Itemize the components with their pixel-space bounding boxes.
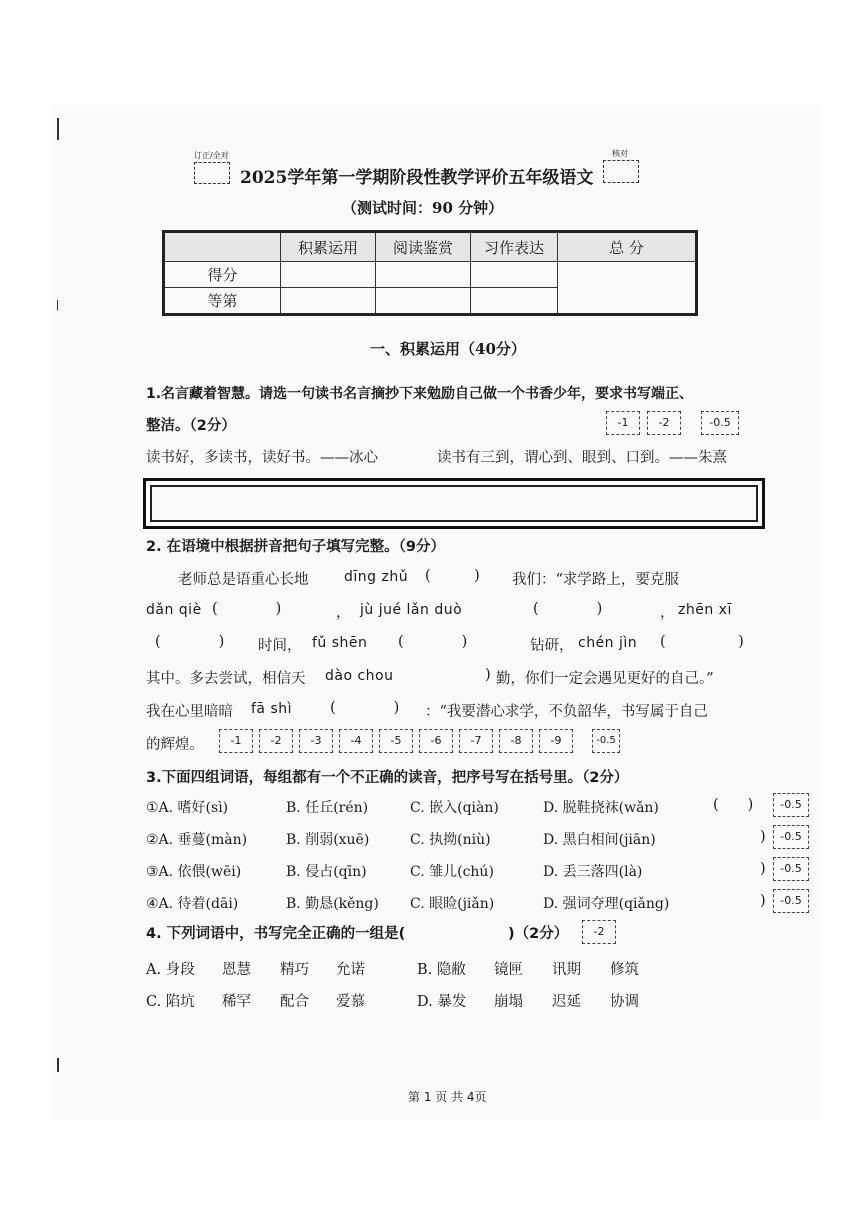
q2-text: ，: [660, 605, 675, 621]
score-header-empty: [164, 232, 281, 262]
q4-word: 爱慕: [336, 994, 365, 1010]
q2-blank[interactable]: ( ): [212, 601, 282, 617]
binding-mark: [57, 1058, 59, 1072]
q2-pinyin: fā shì: [251, 701, 293, 717]
q3-option-b: B. 削弱(xuē): [286, 832, 370, 848]
check-box[interactable]: [603, 160, 639, 183]
score-row: [164, 262, 697, 288]
penalty-box[interactable]: -0.5: [701, 411, 739, 435]
penalty-box[interactable]: -3: [299, 729, 333, 753]
q3-option-d: D. 黑白相间(jiān): [543, 832, 656, 848]
penalty-box[interactable]: -2: [647, 411, 681, 435]
penalty-box[interactable]: -0.5: [773, 889, 809, 913]
q3-option-a: ④A. 待着(dāi): [146, 896, 239, 912]
q3-option-c: C. 执拗(niù): [410, 832, 491, 848]
score-header-accumulation: 积累运用: [281, 232, 376, 262]
corrected-label: 订正/全对: [194, 151, 229, 160]
q2-blank[interactable]: ( ): [398, 634, 468, 650]
q2-pinyin: fǔ shēn: [312, 635, 368, 651]
section-heading: 一、积累运用（40分）: [370, 340, 526, 358]
q2-text: ：“我要潜心求学，不负韶华，书写属于自己: [425, 704, 708, 720]
penalty-box[interactable]: -1: [219, 729, 253, 753]
q2-blank[interactable]: ( ): [660, 634, 744, 650]
q4-word: 崩塌: [494, 994, 523, 1010]
q2-text: 的辉煌。: [146, 737, 204, 753]
q2-blank[interactable]: ( ): [425, 568, 480, 584]
score-header-reading: 阅读鉴赏: [376, 232, 471, 262]
q3-option-a: ①A. 嗜好(sì): [146, 800, 229, 816]
q2-pinyin: chén jìn: [578, 635, 638, 651]
q2-blank[interactable]: ( ): [533, 601, 603, 617]
exam-title: 2025学年第一学期阶段性教学评价五年级语文: [240, 168, 594, 188]
q3-option-a: ③A. 依偎(wēi): [146, 864, 242, 880]
q3-option-b: B. 任丘(rén): [286, 800, 369, 816]
q4-option-d: D. 暴发: [417, 994, 467, 1010]
q4-word: 配合: [280, 994, 309, 1010]
q3-option-c: C. 嵌入(qiàn): [410, 800, 499, 816]
q2-pinyin: zhēn xī: [678, 602, 732, 618]
q1-prompt-line1: 1.名言藏着智慧。请选一句读书名言摘抄下来勉励自己做一个书香少年，要求书写端正、: [146, 386, 694, 402]
exam-subtitle: （测试时间：90 分钟）: [342, 199, 504, 217]
q4-option-b: B. 隐敝: [417, 962, 466, 978]
penalty-box[interactable]: -0.5: [773, 825, 809, 849]
penalty-box[interactable]: -0.5: [773, 857, 809, 881]
q1-writing-box[interactable]: [143, 478, 765, 529]
penalty-box[interactable]: -7: [459, 729, 493, 753]
q3-answer-blank-close[interactable]: ): [760, 829, 766, 845]
q4-word: 修筑: [610, 962, 639, 978]
q2-pinyin: dào chou: [325, 668, 394, 684]
q2-prompt: 2. 在语境中根据拼音把句子填写完整。（9分）: [146, 539, 445, 555]
q2-blank[interactable]: ( ): [155, 634, 225, 650]
penalty-box[interactable]: -5: [379, 729, 413, 753]
check-label: 核对: [612, 149, 628, 158]
q3-option-b: B. 侵占(qīn): [286, 864, 367, 880]
q1-quote-bingxin: 读书好，多读书，读好书。——冰心: [146, 450, 378, 466]
penalty-box[interactable]: -2: [582, 920, 616, 944]
penalty-box[interactable]: -6: [419, 729, 453, 753]
q1-quote-zhuxi: 读书有三到，谓心到、眼到、口到。——朱熹: [437, 450, 727, 466]
penalty-box[interactable]: -1: [606, 411, 640, 435]
score-cell[interactable]: [558, 262, 697, 315]
q2-text: 时间，: [258, 638, 302, 654]
grade-row-label: 等第: [164, 288, 281, 315]
grade-cell[interactable]: [376, 288, 471, 315]
penalty-box[interactable]: -4: [339, 729, 373, 753]
penalty-box[interactable]: -2: [259, 729, 293, 753]
q4-word: 迟延: [552, 994, 581, 1010]
score-header-total: 总 分: [558, 232, 697, 262]
penalty-box[interactable]: -0.5: [773, 793, 809, 817]
q4-prompt: 4. 下列词语中，书写完全正确的一组是(: [146, 926, 406, 942]
q3-option-b: B. 勤恳(kěng): [286, 896, 379, 912]
q2-text: 其中。多去尝试，相信天: [146, 671, 306, 687]
q2-pinyin: dǎn qiè: [146, 602, 202, 618]
q4-word: 精巧: [280, 962, 309, 978]
q3-option-d: D. 脱鞋挠袜(wǎn): [543, 800, 659, 816]
q2-blank[interactable]: ( ): [330, 700, 400, 716]
q3-option-d: D. 强词夺理(qiǎng): [543, 896, 670, 912]
q3-answer-blank-close[interactable]: ): [760, 861, 766, 877]
q3-option-c: C. 雏儿(chú): [410, 864, 494, 880]
penalty-box[interactable]: -9: [539, 729, 573, 753]
q2-text: 钻研，: [530, 638, 574, 654]
q2-text: 勤，你们一定会遇见更好的自己。”: [496, 671, 714, 687]
q4-word: 恩慧: [222, 962, 251, 978]
score-table: [162, 230, 698, 316]
q2-text: ，: [336, 605, 351, 621]
q3-prompt: 3.下面四组词语，每组都有一个不正确的读音，把序号写在括号里。（2分）: [146, 770, 629, 786]
q2-text: 老师总是语重心长地: [178, 572, 309, 588]
q2-pinyin: jù jué lǎn duò: [360, 602, 463, 618]
q3-answer-blank-close[interactable]: ): [760, 893, 766, 909]
grade-cell[interactable]: [281, 288, 376, 315]
score-table-header: [164, 232, 697, 262]
score-header-writing: 习作表达: [471, 232, 558, 262]
score-cell[interactable]: [471, 262, 558, 288]
score-cell[interactable]: [281, 262, 376, 288]
q4-word: 讯期: [552, 962, 581, 978]
q4-word: 稀罕: [222, 994, 251, 1010]
page-footer: 第 1 页 共 4页: [408, 1090, 487, 1104]
penalty-box[interactable]: -0.5: [592, 729, 620, 753]
q4-word: 镜匣: [494, 962, 523, 978]
q2-text: 我在心里暗暗: [146, 704, 233, 720]
q4-word: 协调: [610, 994, 639, 1010]
binding-mark: [57, 118, 59, 140]
penalty-box[interactable]: -8: [499, 729, 533, 753]
q3-option-a: ②A. 垂蔓(màn): [146, 832, 248, 848]
score-row-label: 得分: [164, 262, 281, 288]
q4-option-c: C. 陷坑: [146, 994, 195, 1010]
q4-option-a: A. 身段: [146, 962, 195, 978]
q2-text: 我们：“求学路上，要克服: [512, 572, 679, 588]
q4-prompt-end: )（2分）: [508, 926, 569, 942]
q4-word: 允诺: [336, 962, 365, 978]
q3-option-d: D. 丢三落四(là): [543, 864, 643, 880]
q2-pinyin: dīng zhǔ: [344, 569, 409, 585]
q1-prompt-line2: 整洁。（2分）: [146, 418, 236, 434]
q2-blank-close[interactable]: ): [485, 667, 491, 683]
binding-mark: [57, 300, 58, 310]
q3-answer-blank[interactable]: ( ): [713, 797, 754, 813]
grade-cell[interactable]: [471, 288, 558, 315]
score-cell[interactable]: [376, 262, 471, 288]
q3-option-c: C. 眼睑(jiǎn): [410, 896, 495, 912]
corrected-box[interactable]: [194, 162, 230, 184]
